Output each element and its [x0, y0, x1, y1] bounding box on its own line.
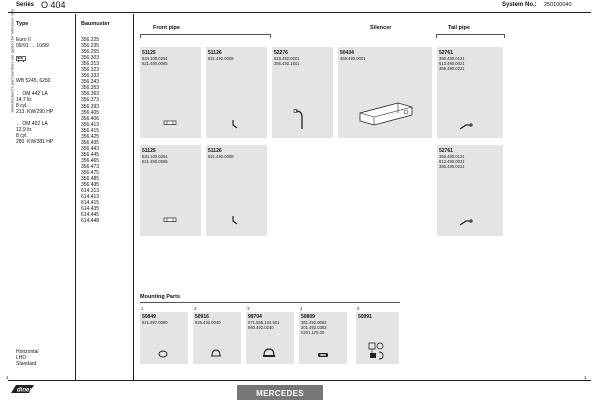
pipe-bend-icon	[231, 119, 239, 129]
front-pipe-bracket-left	[140, 34, 141, 38]
part-number: 50916	[195, 314, 209, 320]
flex-pipe-icon	[293, 109, 307, 131]
series-label: Series	[16, 2, 35, 8]
mounting-card-5[interactable]	[356, 312, 399, 364]
part-card-tail-pipe-1[interactable]	[437, 47, 503, 138]
mounting-index: 4	[300, 306, 303, 311]
baumuster-column-header: Baumuster	[81, 21, 110, 27]
oem-references: 625.492.0040	[195, 320, 221, 325]
series-value: O 404	[41, 0, 66, 10]
mounting-card-3[interactable]	[246, 312, 294, 364]
oem-references: 356.490.0121 613.490.0021 356.490.0221	[439, 154, 465, 169]
part-number: 50991	[358, 314, 372, 320]
mounting-index: 5	[357, 306, 360, 311]
tail-pipe-icon	[459, 219, 473, 227]
svg-text:dinex: dinex	[17, 387, 33, 394]
oem-references: 381.492.0082 301.492.0382 0201.175.00	[301, 320, 327, 335]
tail-pipe-icon	[459, 123, 473, 131]
pipe-clamp-icon	[163, 217, 177, 223]
front-pipe-header: Front pipe	[153, 25, 180, 31]
oem-references: 621.492.0008	[208, 154, 234, 159]
part-number: 50434	[340, 50, 354, 56]
emission-standard: Euro II	[16, 37, 31, 43]
drive-configuration: Horizontal LHD Standard	[16, 349, 39, 367]
oem-references: 356.490.0001	[340, 56, 366, 61]
engine-om442: ← OM 442 LA 14,7 ltr. 8 cyl. 213 KW/290 HP	[16, 91, 54, 115]
part-card-front-pipe-3[interactable]	[272, 47, 333, 138]
mounting-card-1[interactable]	[140, 312, 188, 364]
header-rule	[8, 12, 591, 13]
pipe-bend-icon	[231, 215, 239, 225]
production-dates: 09/91 → 10/99	[16, 43, 49, 49]
pipe-clamp-icon	[163, 120, 177, 126]
clamp-ring-icon	[158, 350, 168, 358]
system-number-value: 250100040	[544, 2, 572, 8]
baumuster-list: 356.225 356.235 356.255 356.303 356.313 356.323 356.333 356.343 356.353 356.363 356.373 356.393 356.405 356.406 356.413 356.415 356.425 356.435 356.443 356.445 356.465 356.473 356.475 356.485 356.495 614.313 614.413 614.415 614.435 614.445 614.448	[81, 37, 100, 225]
wheelbase: WB 5245, 6250	[16, 78, 51, 84]
silencer-icon	[354, 99, 418, 127]
type-column-header: Type	[16, 21, 29, 27]
part-card-front-pipe-1[interactable]	[140, 47, 201, 138]
mounting-card-2[interactable]	[193, 312, 241, 364]
mounting-card-4[interactable]	[299, 312, 347, 364]
dinex-logo-mark	[10, 384, 36, 394]
part-card-front-pipe-5[interactable]	[206, 145, 267, 236]
engine-om402: ← OM 402 LA 12,9 ltr. 8 cyl. 280 KW/381 HP	[16, 121, 54, 145]
tail-pipe-header: Tail pipe	[448, 25, 470, 31]
baumuster-divider	[133, 14, 134, 380]
oem-references: 621.492.0008	[208, 56, 234, 61]
part-number: 50849	[142, 314, 156, 320]
mounting-index: 3	[247, 306, 250, 311]
part-number: 51125	[142, 148, 156, 154]
front-pipe-bracket	[140, 34, 270, 35]
brand-banner: MERCEDES	[237, 385, 323, 400]
oem-references: 356.490.0121 613.490.0021 356.490.0221	[439, 56, 465, 71]
part-number: 51126	[208, 148, 222, 154]
vehicle-bus-icon	[16, 56, 26, 62]
gasket-icon	[317, 352, 329, 358]
mounting-parts-rule	[140, 302, 400, 303]
part-number: 52276	[274, 50, 288, 56]
part-number: 51126	[208, 50, 222, 56]
oem-references: 834.100.0254 621.490.0065	[142, 154, 168, 164]
reference-disclaimer: Manufacturer's part numbers are quoted for reference only	[9, 9, 15, 113]
oem-references: 621.997.0090	[142, 320, 168, 325]
part-number: 50809	[301, 314, 315, 320]
part-number: 52761	[439, 50, 453, 56]
oem-references: 834.100.0254 621.490.0065	[142, 56, 168, 66]
part-card-tail-pipe-2[interactable]	[437, 145, 503, 236]
part-card-front-pipe-2[interactable]	[206, 47, 267, 138]
mounting-index: 1	[141, 306, 144, 311]
page-number-left: 1	[6, 375, 9, 380]
tail-pipe-bracket-right	[504, 34, 505, 38]
mounting-index: 2	[194, 306, 197, 311]
clamp-icon	[210, 349, 222, 358]
part-number: 99704	[248, 314, 262, 320]
part-number: 51125	[142, 50, 156, 56]
tail-pipe-bracket-left	[436, 34, 437, 38]
page-number-right: 1	[584, 375, 587, 380]
part-card-silencer[interactable]	[338, 47, 432, 138]
tail-pipe-bracket	[436, 34, 504, 35]
band-clamp-icon	[262, 348, 276, 358]
silencer-header: Silencer	[370, 25, 392, 31]
front-pipe-bracket-right	[270, 34, 271, 38]
part-number: 52761	[439, 148, 453, 154]
mounting-kit-icon	[367, 340, 387, 360]
footer-rule	[8, 380, 591, 381]
oem-references: 618.492.0201 356.492.1501	[274, 56, 300, 66]
system-number-label: System No.:	[502, 2, 537, 8]
mounting-parts-header: Mounting Parts	[140, 294, 181, 300]
part-card-front-pipe-4[interactable]	[140, 145, 201, 236]
oem-references: 071.555.104.501 940.492.0240	[248, 320, 280, 330]
type-divider	[75, 14, 76, 380]
